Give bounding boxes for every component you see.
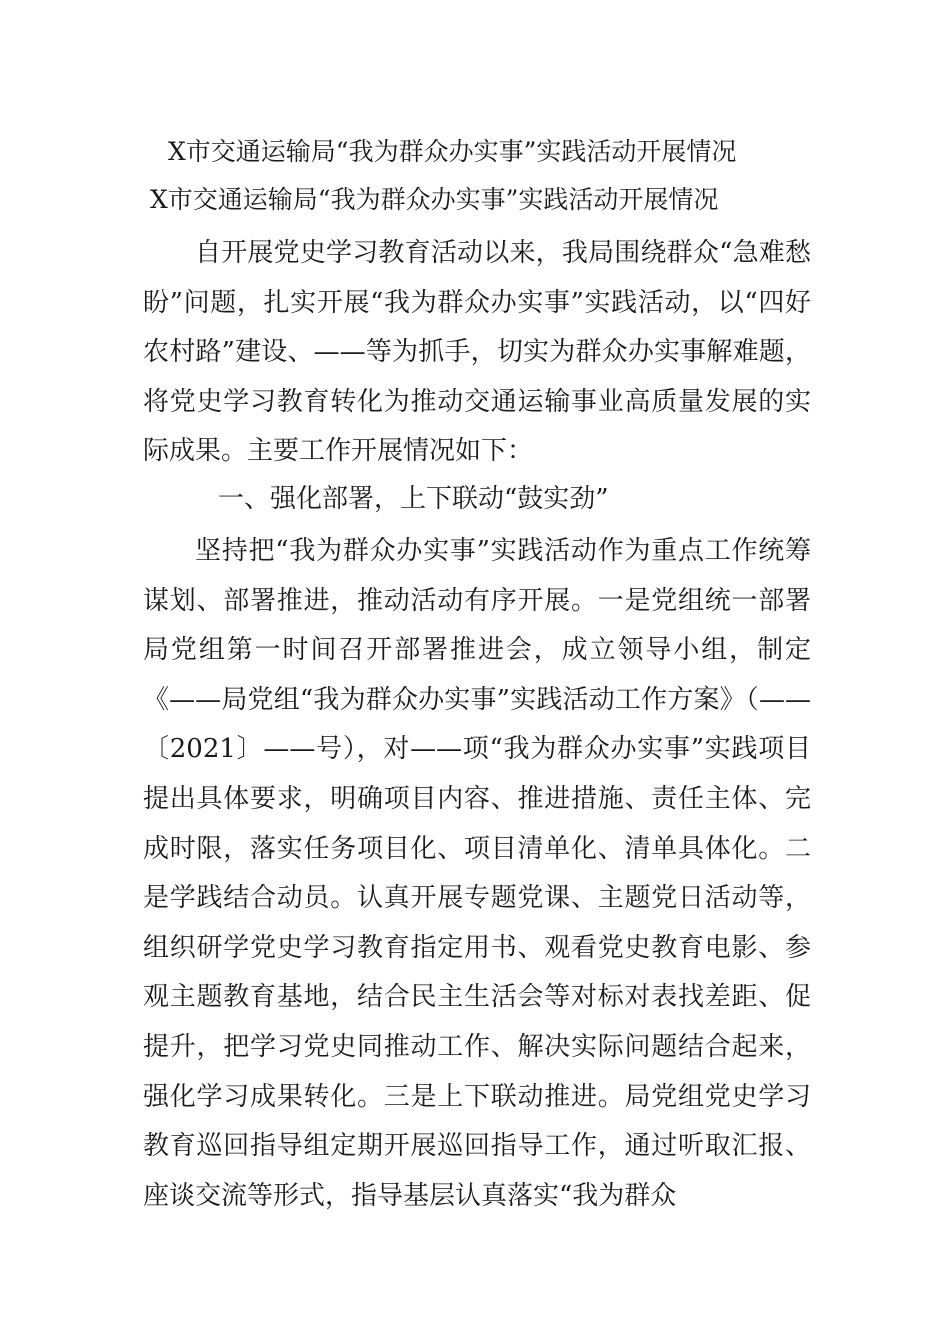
intro-paragraph: 自开展党史学习教育活动以来，我局围绕群众“急难愁盼”问题，扎实开展“我为群众办实事”实践活动，以“四好农村路”建设、——等为抓手，切实为群众办实事解难题，将党史学习教育转化为推动交通运输事业高质量发展的实际成果。主要工作开展情况如下：: [143, 238, 811, 467]
section-1-heading: 一、强化部署，上下联动“鼓实劲”: [218, 484, 609, 514]
document-title-line-2: X市交通运输局“我为群众办实事”实践活动开展情况: [150, 185, 719, 214]
document-title-line-1: X市交通运输局“我为群众办实事”实践活动开展情况: [168, 137, 737, 166]
section-1-paragraph: 坚持把“我为群众办实事”实践活动作为重点工作统筹谋划、部署推进，推动活动有序开展。一是党组统一部署局党组第一时间召开部署推进会，成立领导小组，制定《——局党组“我为群众办实事”实践活动工作方案》（——〔2021〕——号），对——项“我为群众办实事”实践项目提出具体要求，明确项目内容、推进措施、责任主体、完成时限，落实任务项目化、项目清单化、清单具体化。二是学践结合动员。认真开展专题党课、主题党日活动等，组织研学党史学习教育指定用书、观看党史教育电影、参观主题教育基地，结合民主生活会等对标对表找差距、促提升，把学习党史同推动工作、解决实际问题结合起来，强化学习成果转化。三是上下联动推进。局党组党史学习教育巡回指导组定期开展巡回指导工作，通过听取汇报、座谈交流等形式，指导基层认真落实“我为群众: [143, 536, 811, 1211]
